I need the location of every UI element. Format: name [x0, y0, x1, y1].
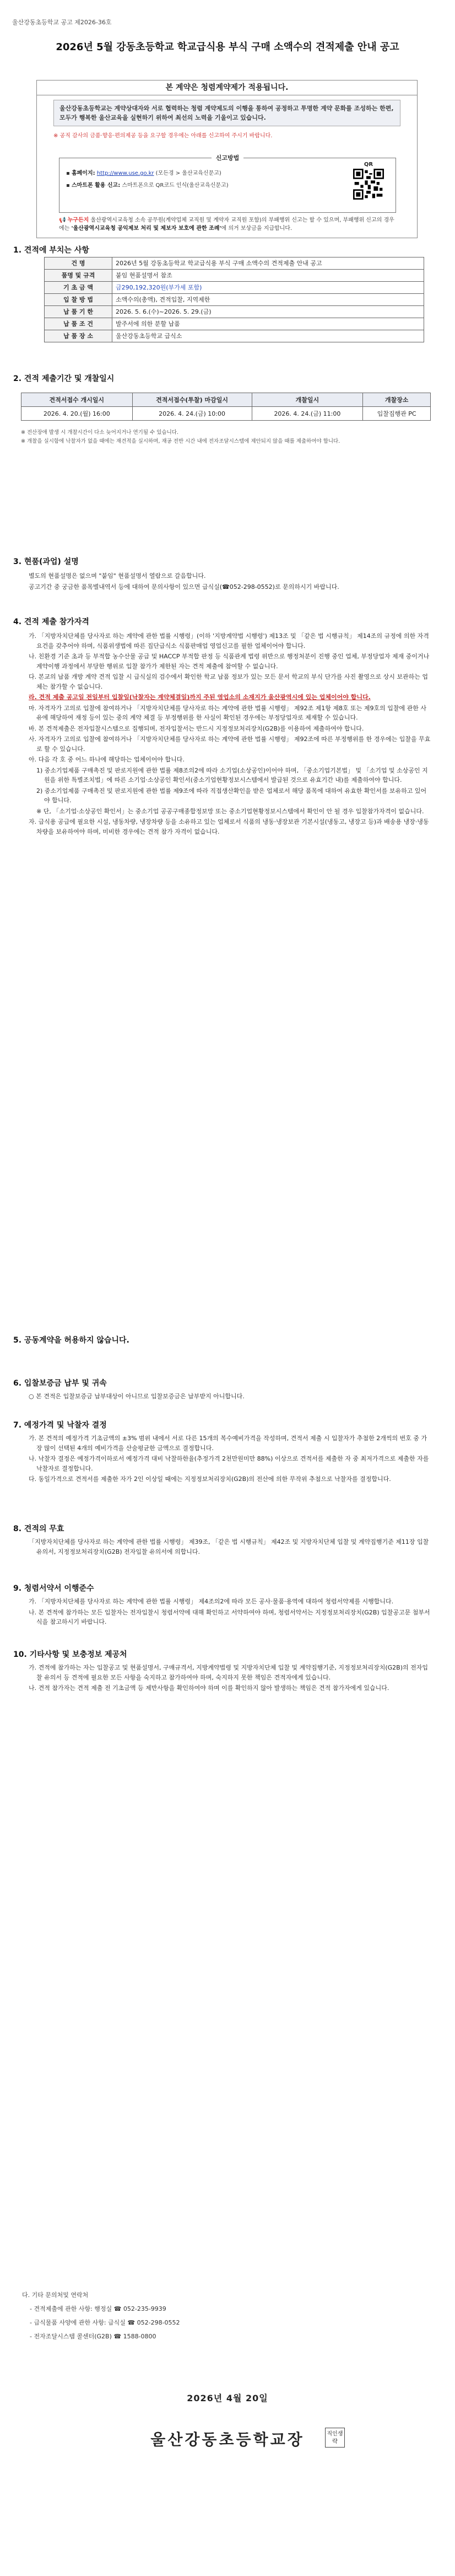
qr-area — [346, 162, 391, 201]
column-header: 개찰일시 — [252, 393, 363, 407]
paragraph: 「지방자치단체를 당사자로 하는 계약에 관한 법률 시행령」 제39조, 「같은 법 시행규칙」 제42조 및 지방자치단체 입찰 및 계약집행기준 제11장 입찰유의서, 지정정보처리장치(G2B) 전자입찰 유의서에 의합니다. — [29, 1538, 429, 1555]
section-4-heading: 4. 견적 제출 참가자격 — [13, 618, 89, 626]
contact-row: - 전자조달시스템 콜센터(G2B) ☎ 1588-0800 — [30, 2333, 156, 2340]
section-4-body — [29, 631, 431, 838]
contact-row: - 견적제출에 관한 사항: 행정실 ☎ 052-235-9939 — [30, 2305, 166, 2312]
list-item: 다. 본교의 납품 개방 계약 견적 입찰 시 급식실의 검수에서 확인한 학교 납품 정보가 있는 모든 문서 학교의 부식 단가를 사진 촬영으로 상시 보관하는 업체는 참가할 수 없습니다. — [29, 673, 428, 690]
table-row — [45, 282, 424, 294]
table-row — [45, 330, 424, 342]
notice-note: ※ 공직 감사의 금품·향응·편의제공 등을 요구할 경우에는 아래를 신고하여 주시기 바랍니다. — [53, 133, 273, 139]
section-1-heading: 1. 견적에 부치는 사항 — [13, 246, 89, 255]
notice-message: 울산강동초등학교는 계약상대자와 서로 협력하는 청렴 계약제도의 이행을 통하여 공정하고 투명한 계약 문화를 조성하는 한편, 모두가 행복한 울산교육을 실현하기 위하여 최선의 노력을 기울이고 있습니다. — [53, 100, 400, 126]
report-web-line: ▪ 홈페이지: http://www.use.go.kr (모든경 > 울산교육신문고) — [66, 170, 221, 176]
contact-block — [22, 2288, 180, 2343]
warning-bold: '울산광역시교육청 공익제보 처리 및 제보자 보호에 관한 조례' — [71, 226, 221, 232]
schedule-note: ※ 개찰을 실시함에 낙찰자가 없을 때에는 재견적을 실시하며, 재공 전반 시간 내에 전자조달시스템에 제안되지 않을 때를 제출하여야 합니다. — [21, 438, 340, 444]
row-value: 발주서에 의한 분할 납품 — [112, 318, 424, 330]
bid-info-table — [44, 257, 424, 342]
contact-header: 다. 기타 문의처및 연락처 — [22, 2291, 89, 2299]
row-key: 납 품 기 한 — [45, 306, 112, 318]
list-item: ※ 단, 「소기업·소상공인 확인서」는 중소기업 공공구매종합정보망 또는 중소기업현황정보시스템에서 확인이 안 될 경우 입찰참가자격이 없습니다. — [36, 807, 424, 815]
contact-row: - 급식물품 사양에 관한 사항: 급식실 ☎ 052-298-0552 — [30, 2319, 180, 2326]
schedule-note: ※ 전산장애 발생 시 개찰시간이 다소 늦어지거나 연기될 수 있습니다. — [21, 430, 178, 436]
warning-text — [59, 216, 395, 233]
integrity-notice-box — [36, 80, 418, 238]
section-5-heading: 5. 공동계약을 허용하지 않습니다. — [13, 1336, 129, 1345]
section-7-heading: 7. 예정가격 및 낙찰자 결정 — [13, 1421, 107, 1430]
principal-signature: 울산강동초등학교장 — [150, 2430, 305, 2449]
column-header: 견적서접수 개시일시 — [21, 393, 133, 407]
table-row — [45, 257, 424, 270]
doc-number: 울산강동초등학교 공고 제2026-36호 — [12, 19, 112, 26]
notice-date: 2026년 4월 20일 — [187, 2393, 268, 2403]
row-value: 소액수의(총액), 견적입찰, 지역제한 — [112, 294, 424, 306]
list-item: 가. 견적에 참가하는 자는 입찰공고 및 현품설명서, 구매규격서, 지방계약법령 및 지방자치단체 입찰 및 계약집행기준, 지정정보처리장치(G2B)의 전자입찰 유의서 등 견적에 필요한 모든 사항을 숙지하고 참가하여야 하며, 숙지하지 못한 책임은 견적자에게 있습니다. — [29, 1664, 429, 1681]
section-9-body — [29, 1597, 431, 1628]
column-header: 개찰장소 — [363, 393, 431, 407]
qr-label: QR — [364, 162, 373, 168]
list-item: 사. 자격자가 고의로 입찰에 참여하거나 「지방자치단체를 당사자로 하는 계약에 관한 법률 시행령」 제92조에 따른 부정행위를 한 경우에는 입찰을 무효로 할 수 있습니다. — [29, 736, 431, 753]
report-title: 신고방법 — [212, 154, 244, 162]
report-web-link[interactable]: http://www.use.go.kr — [96, 170, 154, 176]
notice-header: 본 계약은 청렴계약제가 적용됩니다. — [37, 80, 417, 95]
list-item: 가. 「지방자치단체를 당사자로 하는 계약에 관한 법률 시행령」 제4조의2에 따라 모든 공사·물품·용역에 대하여 청렴서약제를 시행합니다. — [29, 1598, 394, 1605]
table-cell: 2026. 4. 20.(월) 16:00 — [21, 407, 133, 421]
list-item: 가. 「지방자치단체를 당사자로 하는 계약에 관한 법률 시행령」(이하 '지방계약법 시행령') 제13조 및 「같은 법 시행규칙」 제14조의 규정에 의한 자격요건을 갖추어야 하며, 식품위생법에 따른 집단급식소 식품판매업 영업신고를 필한 업체이어야 합니다. — [29, 632, 429, 650]
list-item: 마. 자격자가 고의로 입찰에 참여하거나 「지방자치단체를 당사자로 하는 계약에 관한 법률 시행령」 제92조 제1항 제8호 또는 제9호의 입찰에 관한 사유에 해당하여 재정 등이 있는 중의 계약 체결 등 부정행위를 한 사실이 확인된 경우에는 부정당업자로 제재할 수 있습니다. — [29, 704, 426, 721]
list-item: 나. 본 견적에 참가하는 모든 입찰자는 전자입찰시 청렴서약에 대해 확인하고 서약하여야 하며, 청렴서약서는 지정정보처리장치(G2B) 입찰공고문 첨부서식을 참고하시기 바랍니다. — [29, 1608, 430, 1625]
schedule-table — [21, 393, 431, 421]
list-item: 자. 급식용 공급에 필요한 시설, 냉동차량, 냉장차량 등을 소유하고 있는 업체로서 식품의 냉동·냉장보관 기본시설(냉동고, 냉장고 등)과 배송용 냉장·냉동차량을 보유하여야 하며, 미비한 경우에는 견적 참가 자격이 없습니다. — [29, 818, 429, 835]
section-6-heading: 6. 입찰보증금 납부 및 귀속 — [13, 1379, 107, 1388]
list-item: 나. 낙찰자 결정은 예정가격이하로서 예정가격 대비 낙찰하한율(추정가격 2천만원미만 88%) 이상으로 견적서를 제출한 자 중 최저가격으로 제출한 자를 낙찰자로 결정합니다. — [29, 1455, 429, 1472]
table-row — [45, 306, 424, 318]
table-row — [45, 318, 424, 330]
row-key: 입 찰 방 법 — [45, 294, 112, 306]
section-9-heading: 9. 청렴서약서 이행준수 — [13, 1584, 94, 1593]
row-value: 붙임 현품설명서 참조 — [112, 270, 424, 282]
report-method-box — [59, 154, 396, 213]
row-key: 납 품 장 소 — [45, 330, 112, 342]
warning-lead: 누구든지 — [67, 217, 89, 223]
row-key: 납 품 조 건 — [45, 318, 112, 330]
table-cell: 2026. 4. 24.(금) 11:00 — [252, 407, 363, 421]
section-8-heading: 8. 견적의 무효 — [13, 1525, 64, 1533]
table-header-row — [21, 393, 431, 407]
warning-tail: 에 의거 보상금을 지급합니다. — [221, 226, 292, 232]
warning-body: 울산광역시교육청 소속 공무원(계약업체 교직원 및 계약자 교직원 포함)의 부패행위 신고는 할 수 있으며, 부패행위 신고의 경우에는 — [59, 217, 394, 232]
section-7-body — [29, 1434, 431, 1485]
list-item: 2) 중소기업제품 구매촉진 및 판로지원에 관한 법률 제9조에 따라 직접생산확인을 받은 업체로서 해당 품목에 대하여 유효한 확인서를 보유하고 있어야 합니다. — [36, 787, 427, 804]
paragraph: ○ 본 견적은 입찰보증금 납부대상이 아니므로 입찰보증금은 납부받지 아니합니다. — [29, 1393, 245, 1400]
row-key: 기 초 금 액 — [45, 282, 112, 294]
row-value: 울산강동초등학교 급식소 — [112, 330, 424, 342]
section-10-heading: 10. 기타사항 및 보충정보 제공처 — [13, 1650, 127, 1659]
section-10-body — [29, 1663, 431, 1694]
list-item: 1) 중소기업제품 구매촉진 및 판로지원에 관한 법률 제8조의2에 따라 소기업(소상공인)이어야 하며, 「중소기업기본법」 및 「소기업 및 소상공인 지원을 위한 특별조치법」에 따른 소기업·소상공인 확인서(중소기업현황정보시스템에서 발급된 것으로 유효기간 내)를 제출하여야 합니다. — [36, 766, 428, 783]
column-header: 견적서접수(투찰) 마감일시 — [132, 393, 252, 407]
paragraph: 별도의 현품설명은 없으며 "붙임" 현품설명서 열람으로 갈음합니다. — [29, 572, 206, 579]
paragraph: 공고기간 중 궁금한 품목별내역서 등에 대하여 문의사항이 있으면 급식실(☎052-298-0552)로 문의하시기 바랍니다. — [29, 583, 339, 591]
seal-stamp: 직인생략 — [325, 2428, 345, 2448]
section-8-body — [29, 1537, 431, 1558]
table-row — [21, 407, 431, 421]
list-item: 다. 동일가격으로 견적서를 제출한 자가 2인 이상일 때에는 지정정보처리장치(G2B)의 전산에 의한 무작위 추첨으로 낙찰자를 결정합니다. — [29, 1475, 391, 1483]
report-app-line: ▪ 스마트폰 활용 신고: 스마트폰으로 QR코드 인식(울산교육신문고) — [66, 183, 229, 189]
row-value: 금290,192,320원(부가세 포함) — [112, 282, 424, 294]
row-key: 품명 및 규격 — [45, 270, 112, 282]
list-item: 나. 견적 참가자는 견적 제출 전 기초금액 등 제반사항을 확인하여야 하며 이를 확인하지 않아 발생하는 책임은 견적 참가자에게 있습니다. — [29, 1684, 389, 1692]
qr-code-icon[interactable] — [353, 169, 384, 200]
list-item: 가. 본 견적의 예정가격 기초금액의 ±3% 범위 내에서 서로 다른 15개의 복수예비가격을 작성하며, 견적서 제출 시 입찰자가 추첨한 2개씩의 번호 중 가장 많이 선택된 4개의 예비가격을 산술평균한 금액으로 결정합니다. — [29, 1435, 427, 1452]
report-web-suffix: (모든경 > 울산교육신문고) — [155, 170, 221, 176]
section-6-body — [29, 1392, 431, 1403]
table-row — [45, 294, 424, 306]
list-item: 아. 다음 각 호 중 어느 하나에 해당하는 업체이어야 합니다. — [29, 756, 185, 763]
page-title: 2026년 5월 강동초등학교 학교급식용 부식 구매 소액수의 견적제출 안내 공고 — [56, 41, 399, 53]
megaphone-icon: 📢 — [59, 217, 66, 223]
list-item: 나. 친환경 기준 초과 등 부적합 농수산물 공급 및 HACCP 부적합 판정 등 식품관계 법령 위반으로 행정처분이 진행 중인 업체, 부정당업자 제재 중이거나 계약이행 과정에서 부당한 행위로 입찰 참가가 제한된 자는 견적 제출에 참여할 수 없습니다. — [29, 653, 430, 670]
row-value: 2026. 5. 6.(수)~2026. 5. 29.(금) — [112, 306, 424, 318]
section-3-heading: 3. 현품(과업) 설명 — [13, 557, 79, 566]
row-key: 건 명 — [45, 257, 112, 270]
report-app-label: 스마트폰 활용 신고: — [71, 183, 121, 189]
list-item: 라. 견적 제출 공고일 전일부터 입찰일(낙찰자는 계약체결일)까지 주된 영업소의 소재지가 울산광역시에 있는 업체이어야 합니다. — [29, 694, 371, 701]
table-cell: 입찰집행관 PC — [363, 407, 431, 421]
row-value: 2026년 5월 강동초등학교 학교급식용 부식 구매 소액수의 견적제출 안내 공고 — [112, 257, 424, 270]
list-item: 바. 본 견적제출은 전자입찰시스템으로 집행되며, 전자입찰서는 반드시 지정정보처리장치(G2B)를 이용하여 제출하여야 합니다. — [29, 724, 364, 732]
report-web-label: 홈페이지: — [71, 170, 95, 176]
section-3-body — [29, 571, 431, 593]
table-cell: 2026. 4. 24.(금) 10:00 — [132, 407, 252, 421]
report-app-text: 스마트폰으로 QR코드 인식(울산교육신문고) — [122, 183, 229, 189]
table-row — [45, 270, 424, 282]
section-2-heading: 2. 견적 제출기간 및 개찰일시 — [13, 374, 115, 383]
